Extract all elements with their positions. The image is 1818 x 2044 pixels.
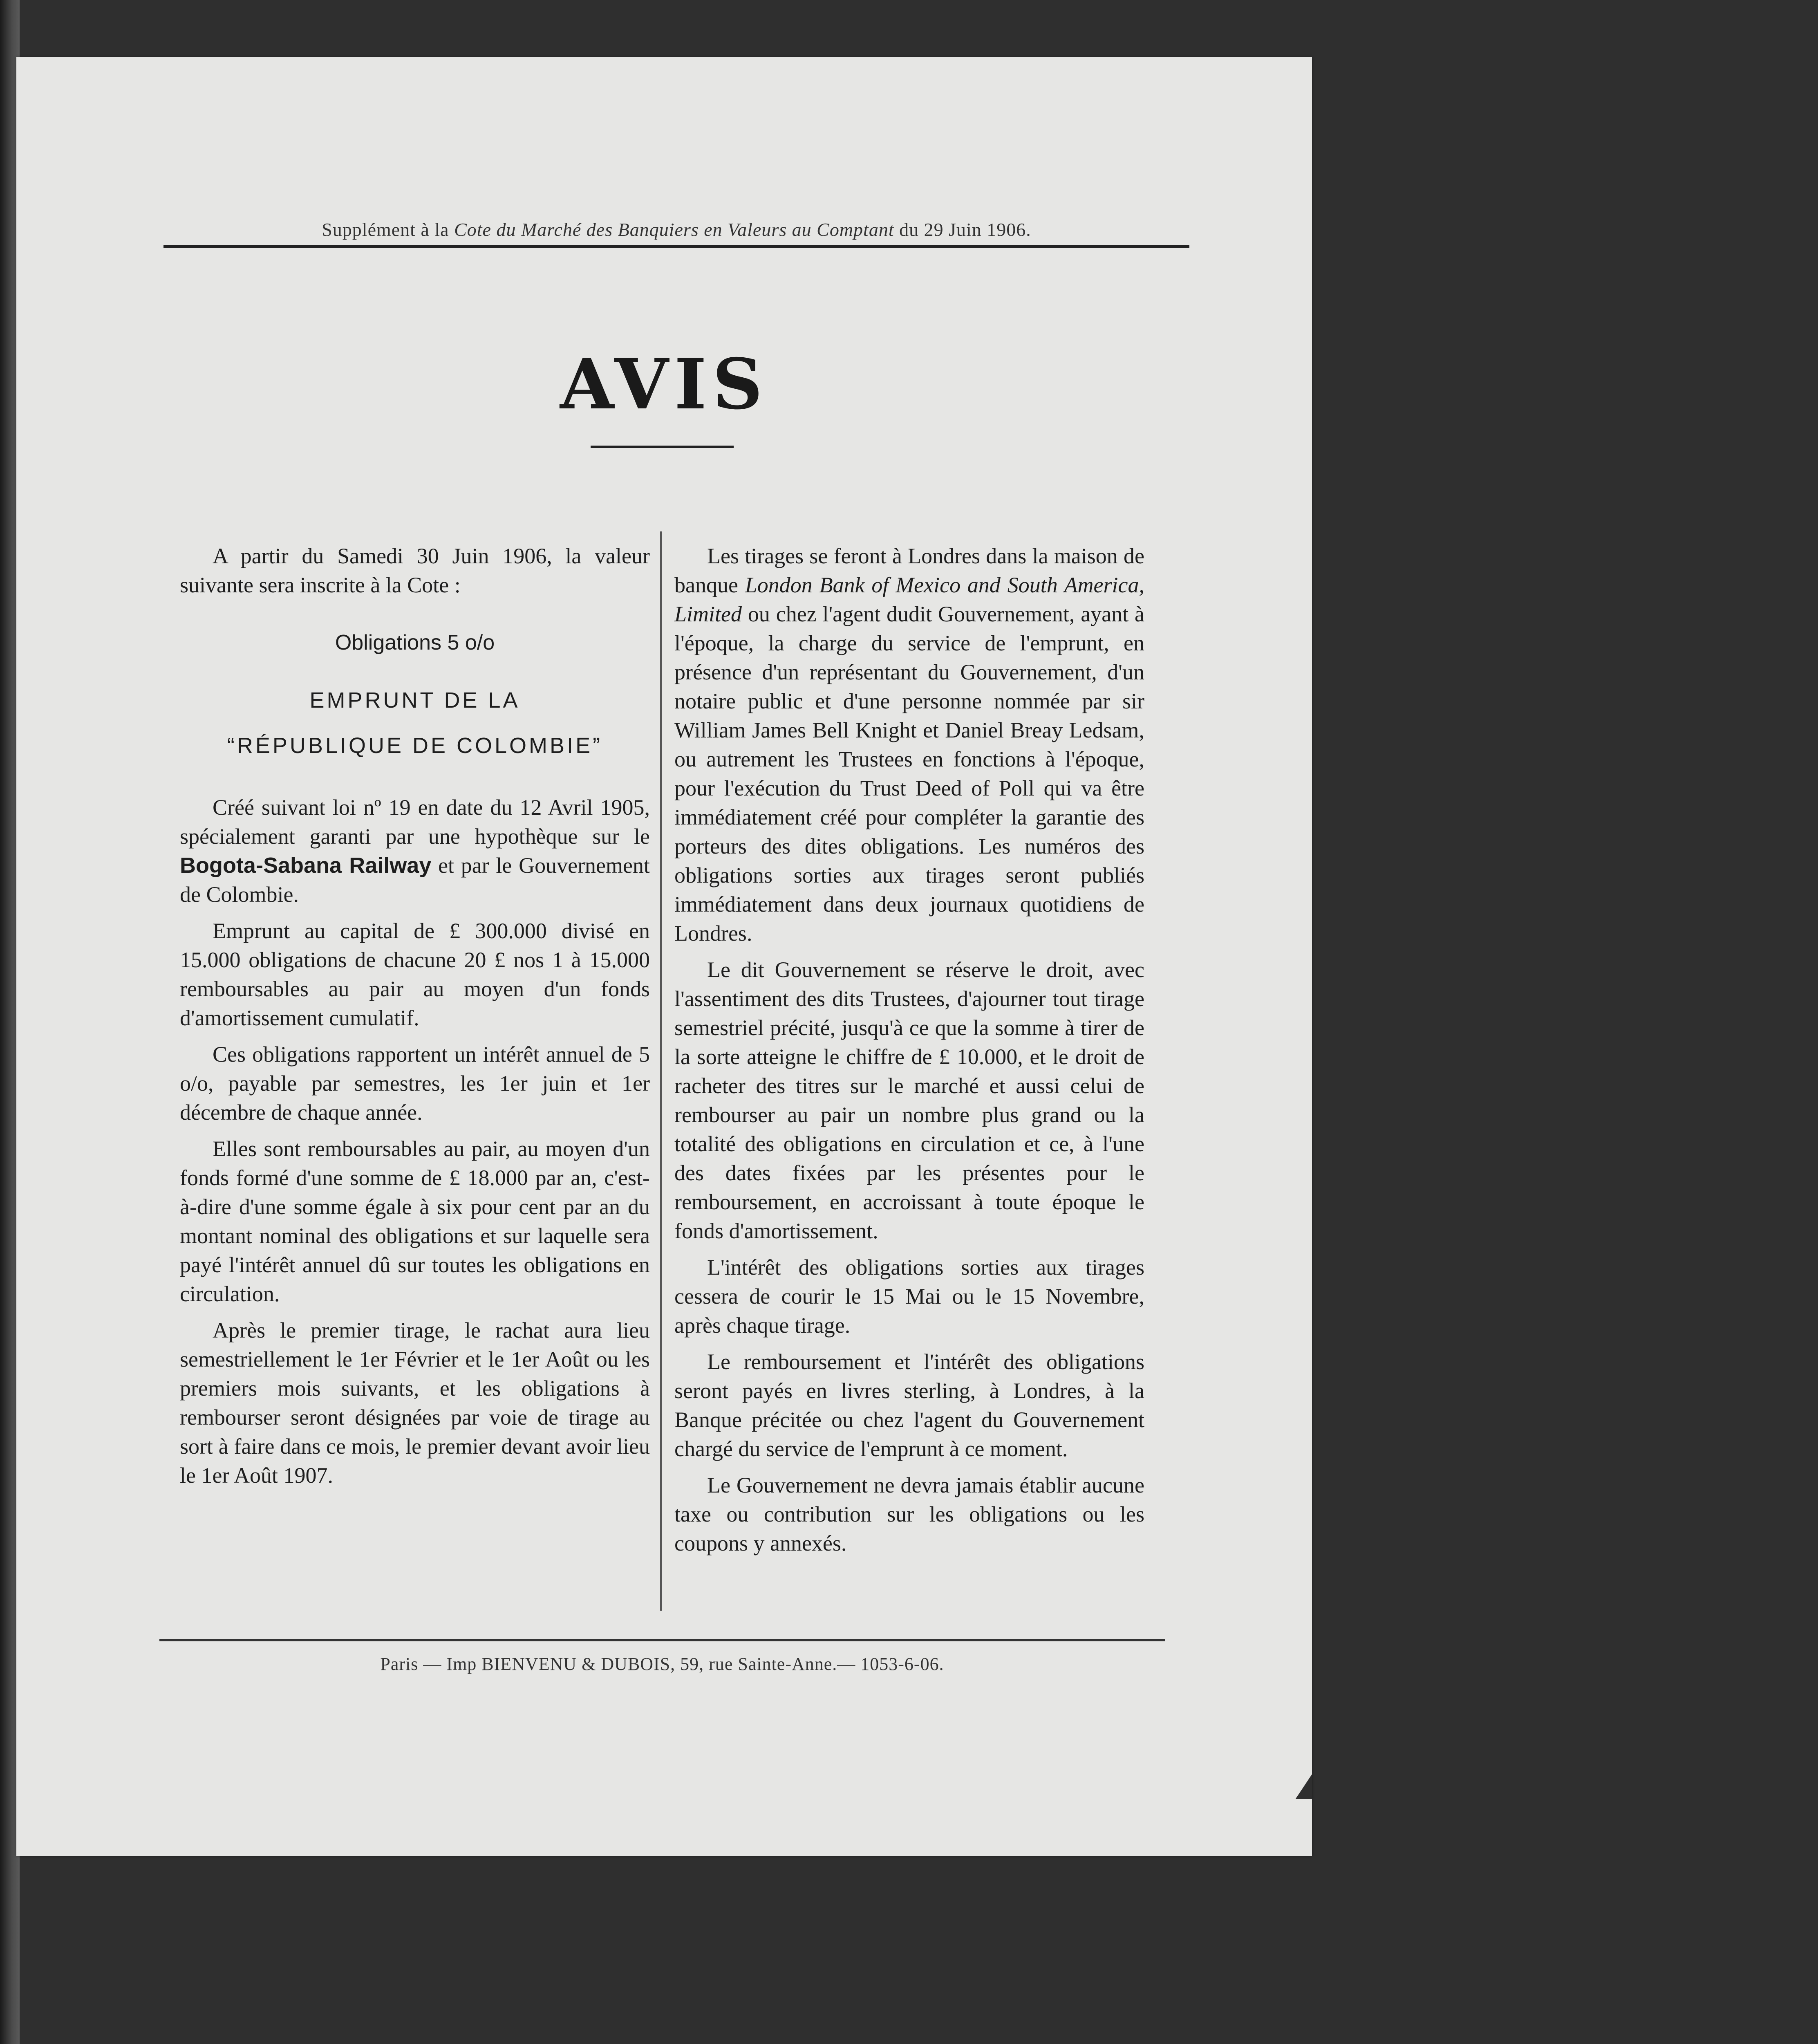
left-p1-bold: Bogota-Sabana Railway bbox=[180, 853, 432, 878]
left-p1-a: Créé suivant loi nº 19 en date du 12 Avril 1905, spécialement garanti par une hypothèque sur le bbox=[180, 795, 650, 849]
right-p1-b: ou chez l'agent dudit Gouvernement, ayant à l'époque, la charge du service de l'emprunt, en présence d'un représentant du Gouvernement, d'un notaire public et d'une personne nommée par sir William James Bell Knight et Daniel Breay Ledsam, ou autrement les Trustees en fonctions à l'époque, pour l'exécution du Trust Deed of Poll qui va être immédiatement créé pour compléter la garantie des porteurs des dites obligations. Les numéros des obligations sorties aux tirages seront publiés immédiatement dans deux journaux quotidiens de Londres. bbox=[674, 602, 1144, 946]
header-rule bbox=[163, 245, 1189, 248]
right-p1-a: Les tirages se feront à Londres dans la maison de banque bbox=[674, 544, 1144, 597]
right-paragraph-3: L'intérêt des obligations sorties aux tirages cessera de courir le 15 Mai ou le 15 Novembre, après chaque tirage. bbox=[674, 1255, 1144, 1338]
header-italic: Cote du Marché des Banquiers en Valeurs au Comptant bbox=[454, 219, 894, 240]
column-divider bbox=[660, 531, 662, 1611]
document-page bbox=[16, 57, 1312, 1856]
supplement-header bbox=[163, 219, 1189, 240]
left-column bbox=[180, 542, 650, 1497]
intro-paragraph: A partir du Samedi 30 Juin 1906, la valeur suivante sera inscrite à la Cote : bbox=[180, 544, 650, 597]
title-rule bbox=[591, 446, 734, 448]
right-paragraph-4: Le remboursement et l'intérêt des obligations seront payés en livres sterling, à Londres, à la Banque précitée ou chez l'agent du Gouvernement chargé du service de l'emprunt à ce moment. bbox=[674, 1349, 1144, 1461]
page-title: AVIS bbox=[560, 343, 768, 425]
printer-footer: Paris — Imp BIENVENU & DUBOIS, 59, rue Sainte-Anne.— 1053-6-06. bbox=[380, 1654, 944, 1674]
header-prefix: Supplément à la bbox=[322, 219, 454, 240]
subtitle-emprunt: EMPRUNT DE LA bbox=[309, 688, 520, 713]
right-paragraph-5: Le Gouvernement ne devra jamais établir aucune taxe ou contribution sur les obligations ou les coupons y annexés. bbox=[674, 1473, 1144, 1555]
left-paragraph-5: Après le premier tirage, le rachat aura lieu semestriellement le 1er Février et le 1er Août ou les premiers mois suivants, et les obligations à rembourser seront désignées par voie de tirage au sort à faire dans ce mois, le premier devant avoir lieu le 1er Août 1907. bbox=[180, 1318, 650, 1488]
left-paragraph-3: Ces obligations rapportent un intérêt annuel de 5 o/o, payable par semestres, les 1er juin et 1er décembre de chaque année. bbox=[180, 1042, 650, 1125]
right-paragraph-1 bbox=[674, 542, 1144, 948]
left-paragraph-2: Emprunt au capital de £ 300.000 divisé en 15.000 obligations de chacune 20 £ nos 1 à 15.000 remboursables au pair au moyen d'un fonds d'amortissement cumulatif. bbox=[180, 919, 650, 1030]
subtitle-republique: “RÉPUBLIQUE DE COLOMBIE” bbox=[227, 733, 603, 758]
left-paragraph-4: Elles sont remboursables au pair, au moyen d'un fonds formé d'une somme de £ 18.000 par an, c'est-à-dire d'une somme égale à six pour cent par an du montant nominal des obligations et sur laquelle sera payé l'intérêt annuel dû sur toutes les obligations en circulation. bbox=[180, 1136, 650, 1306]
right-paragraph-2: Le dit Gouvernement se réserve le droit, avec l'assentiment des dits Trustees, d'ajourner tout tirage semestriel précité, jusqu'à ce que la somme à tirer de la sorte atteigne le chiffre de £ 10.000, et le droit de racheter des titres sur le marché et aussi celui de rembourser au pair un nombre plus grand ou la totalité des obligations en circulation et ce, à l'une des dates fixées par les présentes pour le remboursement, en accroissant à toute époque le fonds d'amortissement. bbox=[674, 957, 1144, 1243]
left-p1-b: et par le Gouvernement de Colombie. bbox=[180, 853, 650, 907]
header-suffix: du 29 Juin 1906. bbox=[894, 219, 1031, 240]
right-column bbox=[674, 542, 1144, 1565]
left-paragraph-1 bbox=[180, 793, 650, 909]
right-p1-italic: London Bank of Mexico and South America, Limited bbox=[674, 573, 1145, 626]
subtitle-obligations: Obligations 5 o/o bbox=[335, 631, 495, 654]
footer-rule bbox=[159, 1639, 1165, 1641]
